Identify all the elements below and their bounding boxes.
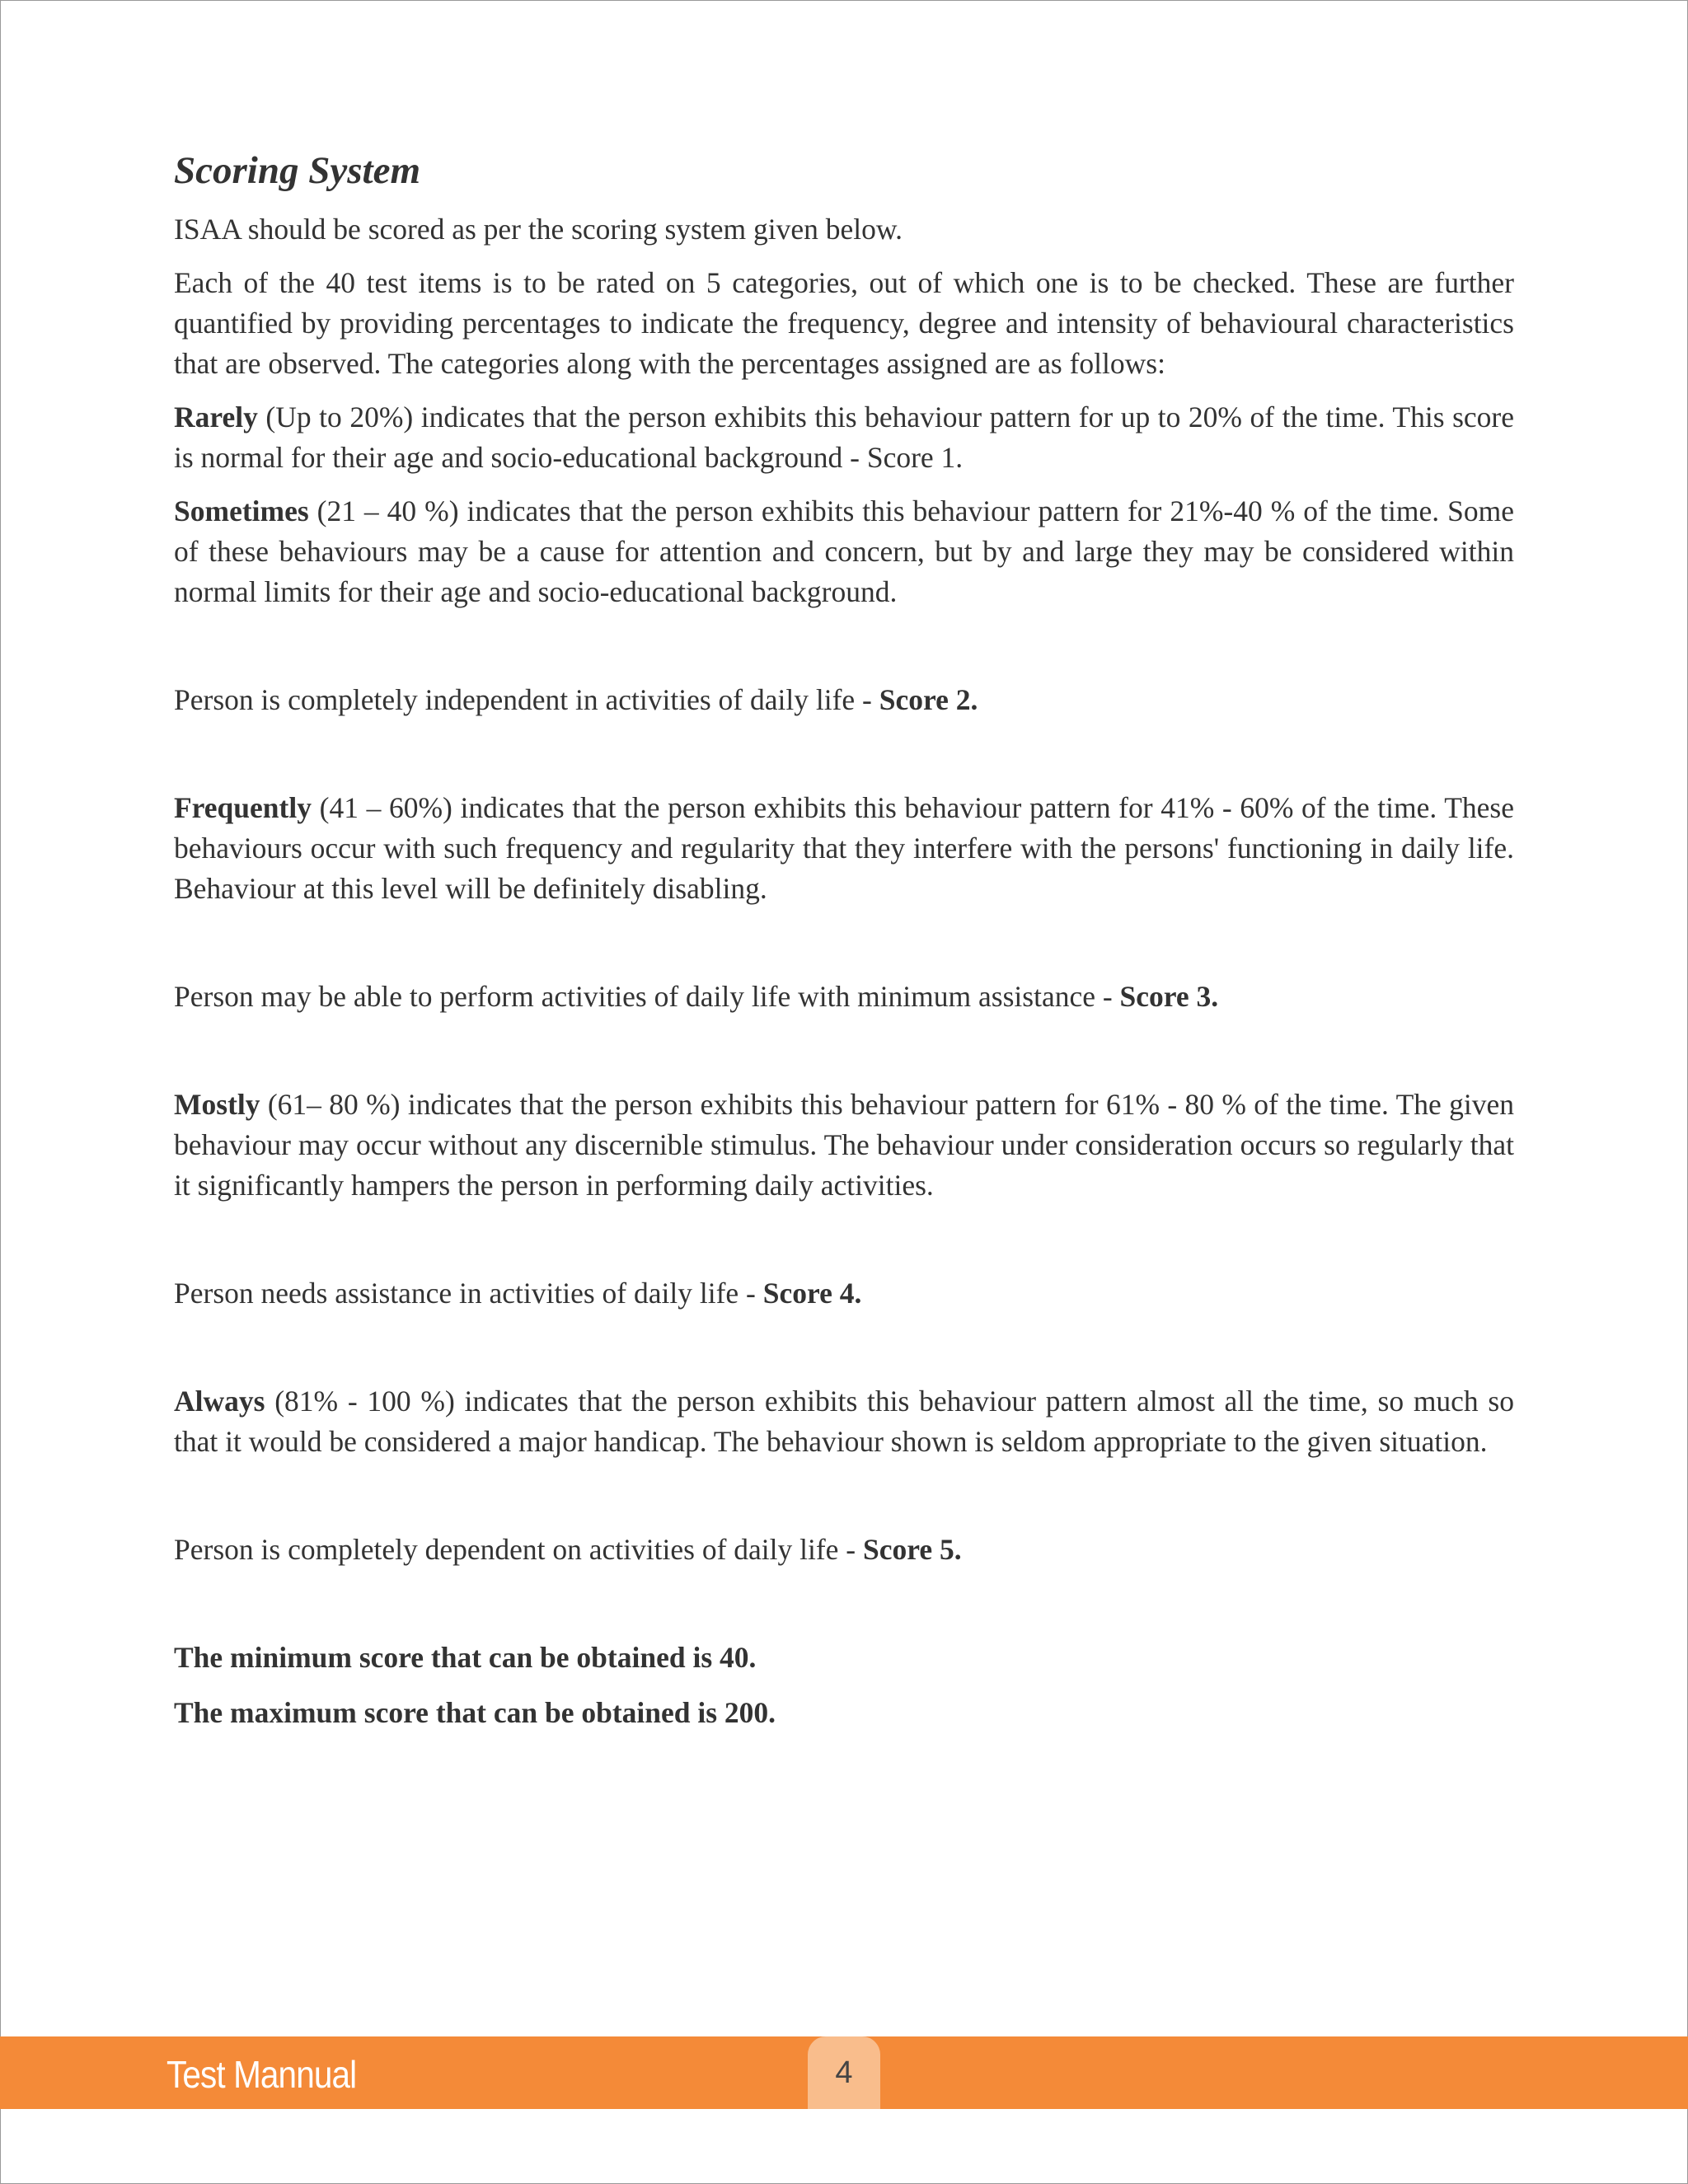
score-description: Person may be able to perform activities of daily life with minimum assistance - [174,980,1120,1013]
intro-paragraph-categories: Each of the 40 test items is to be rated on 5 categories, out of which one is to be checked. These are further quantified by providing percentages to indicate the frequency, degree and intensity of behavioural characteristics that are observed. The categories along with the percentages assigned are as follows: [174,266,1514,380]
score-description: Person is completely independent in activities of daily life - [174,683,879,716]
score-label: Score 4. [762,1277,862,1310]
page-number: 4 [835,2055,853,2090]
category-description: (21 – 40 %) indicates that the person exhibits this behaviour pattern for 21%-40 % of the time. Some of these behaviours may be a cause for attention and concern, but by and large they may be considered within normal limits for their age and socio-educational background. [174,494,1514,608]
score-line-4 [174,1273,1514,1314]
category-description: (61– 80 %) indicates that the person exhibits this behaviour pattern for 61% - 80 % of the time. The given behaviour may occur without any discernible stimulus. The behaviour under consideration occurs so regularly that it significantly hampers the person in performing daily activities. [174,1088,1514,1202]
intro-paragraph: ISAA should be scored as per the scoring system given below. [174,213,903,246]
category-rarely [174,397,1514,478]
category-label: Rarely [174,401,258,434]
category-label: Always [174,1385,265,1418]
minimum-score-note: The minimum score that can be obtained is 40. [174,1641,757,1674]
category-label: Frequently [174,791,312,824]
category-always [174,1381,1514,1462]
category-label: Mostly [174,1088,260,1121]
score-description: Person needs assistance in activities of daily life - [174,1277,763,1310]
score-line-2 [174,680,1514,720]
maximum-score-note: The maximum score that can be obtained is 200. [174,1696,776,1729]
score-label: Score 2. [879,683,978,716]
score-label: Score 3. [1119,980,1219,1013]
document-body [174,145,1514,1748]
score-description: Person is completely dependent on activities of daily life - [174,1533,864,1566]
category-description: (41 – 60%) indicates that the person exhibits this behaviour pattern for 41% - 60% of the time. These behaviours occur with such frequency and regularity that they interfere with the persons' functioning in daily life. Behaviour at this level will be definitely disabling. [174,791,1514,905]
category-description: (81% - 100 %) indicates that the person exhibits this behaviour pattern almost all the time, so much so that it would be considered a major handicap. The behaviour shown is seldom appropriate to the given situation. [174,1385,1514,1458]
section-heading: Scoring System [174,149,421,192]
score-label: Score 5. [863,1533,962,1566]
score-line-5 [174,1530,1514,1570]
category-description: (Up to 20%) indicates that the person exhibits this behaviour pattern for up to 20% of the time. This score is normal for their age and socio-educational background - Score 1. [174,401,1514,474]
category-mostly [174,1085,1514,1206]
score-line-3 [174,977,1514,1017]
category-sometimes [174,491,1514,612]
category-frequently [174,788,1514,909]
category-label: Sometimes [174,494,309,527]
footer-title: Test Mannual [166,2053,357,2096]
